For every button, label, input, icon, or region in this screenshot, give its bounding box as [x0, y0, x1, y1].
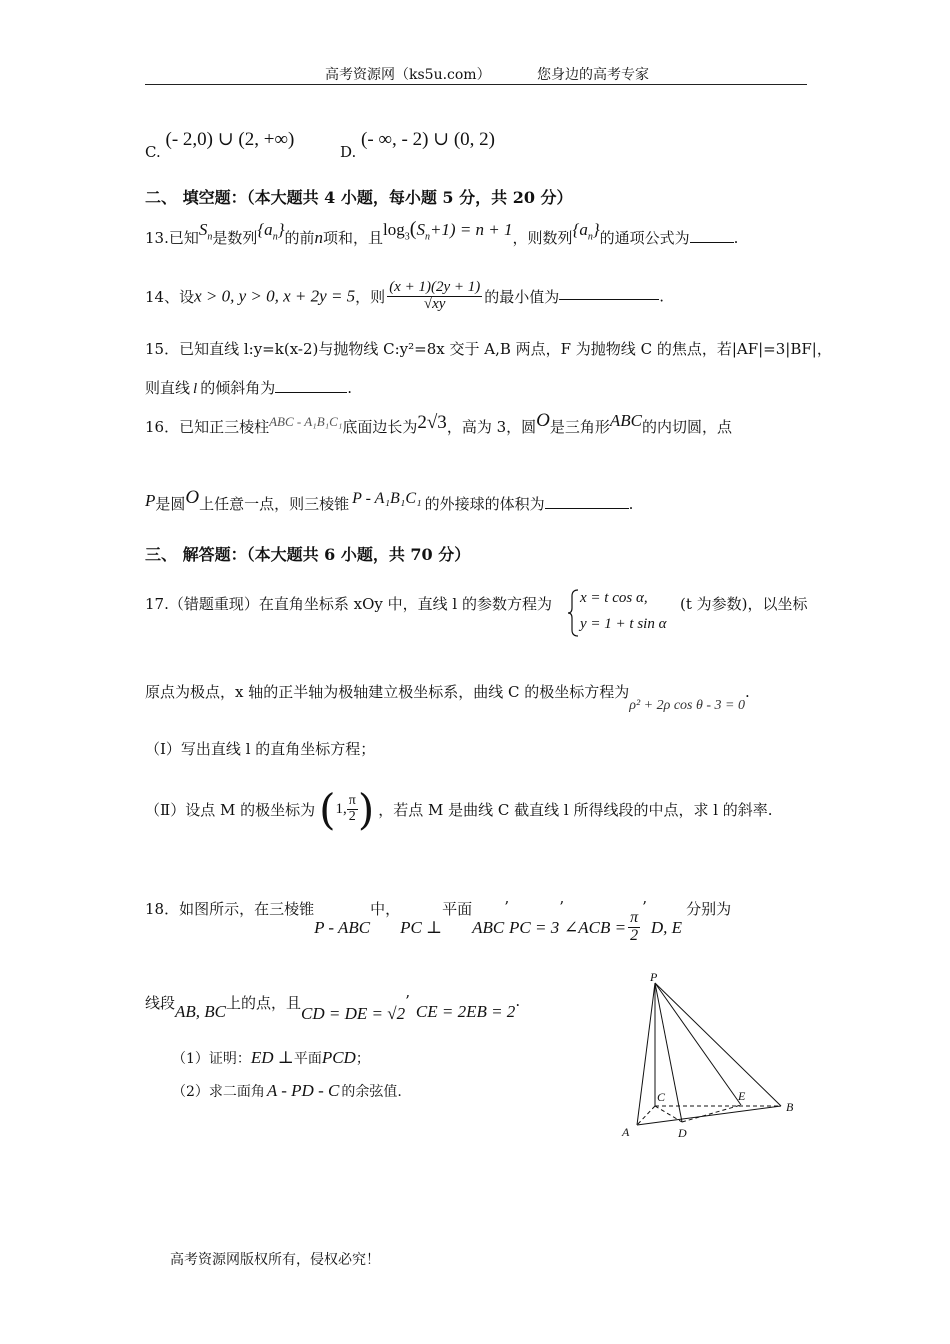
q14-fraction: $\frac{(x + 1)(2y + 1)}{√xy}$: [389, 279, 481, 312]
q14-text-3: 的最小值为: [484, 287, 560, 306]
q12-option-d: [340, 128, 495, 161]
q16-side: 2√3: [417, 412, 447, 433]
q14-text-1: 14、设: [145, 287, 195, 306]
q17-eq-2: y = 1 + t sin α: [580, 616, 667, 632]
edge-ca: [637, 1106, 655, 1125]
option-c-expr: (- 2,0) ∪ (2, +∞): [165, 129, 295, 150]
q18-pc-perp: PC ⊥: [400, 918, 443, 938]
q18-pabc: P - ABC: [314, 918, 371, 938]
q13-sn: $S_n$: [198, 220, 213, 243]
section2-title: 二、 填空题：（本大题共 4 小题，每小题 5 分，共 20 分）: [145, 188, 573, 207]
q13-answer-blank[interactable]: [690, 241, 734, 243]
q15-line-1: 15．已知直线 l:y=k(x-2)与抛物线 C:y²=8x 交于 A,B 两点，F 为抛物线 C 的焦点，若|AF|=3|BF|，: [145, 340, 832, 358]
edge-pb: [655, 983, 781, 1106]
q17-line-2: 原点为极点，x 轴的正半轴为极轴建立极坐标系，曲线 C 的极坐标方程为ρ² + 2ρ cos θ - 3 = 0.: [145, 683, 750, 713]
q16-line-1: 16．已知正三棱柱ABC - A₁B₁C₁底面边长为2√3，高为 3，圆O是三角形ABC的内切圆，点: [145, 410, 732, 436]
q13: 13.已知$S_n$是数列$\{a_n\}$的前n项和，且$\log_3(S_n+1) = n + 1$，则数列$\{a_n\}$的通项公式为 .: [145, 218, 739, 247]
page-footer: 高考资源网版权所有，侵权必究！: [170, 1252, 380, 1268]
q13-text-5: ，则数列: [512, 229, 573, 247]
q13-an-set: $\{a_n\}$: [257, 220, 285, 243]
label-p: P: [650, 970, 658, 984]
q18-line-2: 线段AB, BC上的点，且CD = DE = √2’CE = 2EB = 2.: [145, 992, 521, 1023]
q14: 14、设x > 0, y > 0, x + 2y = 5，则 $\frac{(x + 1)(2y + 1)}{√xy}$ 的最小值为 .: [145, 279, 665, 312]
q12-option-c: [145, 128, 295, 161]
q18-de: D, E: [650, 918, 683, 938]
q13-text-4: 项和，且: [323, 229, 384, 247]
q13-text-2: 是数列: [212, 229, 258, 247]
q18-abbc: AB, BC: [175, 1002, 227, 1021]
q18-part-1: （1）证明：ED ⊥平面PCD；: [172, 1048, 370, 1067]
q15-answer-blank[interactable]: [275, 391, 347, 393]
q17-polar-eq: ρ² + 2ρ cos θ - 3 = 0: [629, 698, 745, 713]
section3-title: 三、 解答题：（本大题共 6 小题，共 70 分）: [145, 545, 471, 564]
q14-answer-blank[interactable]: [559, 298, 659, 300]
label-b: B: [786, 1100, 794, 1114]
q13-text-6: 的通项公式为: [599, 229, 690, 247]
q16-line-2: P是圆O上任意一点，则三棱锥 P - A₁B₁C₁ 的外接球的体积为 .: [145, 487, 634, 513]
header-slogan: 您身边的高考专家: [537, 67, 650, 83]
label-e: E: [738, 1089, 746, 1103]
q16-p: P: [145, 491, 156, 510]
edge-pa: [637, 983, 655, 1125]
q17-polar-point: (1, $\frac{\pi}{2}$ ): [319, 785, 375, 834]
q17-part-2: （Ⅱ）设点 M 的极坐标为(1, $\frac{\pi}{2}$ ) ，若点 M 是曲线 C 截直线 l 所得线段的中点，求 l 的斜率.: [145, 785, 773, 834]
q13-text-3: 的前: [284, 229, 315, 247]
q16-prism: ABC - A₁B₁C₁: [269, 414, 343, 429]
q14-condition: x > 0, y > 0, x + 2y = 5: [194, 286, 356, 306]
q18-ceeb: CE = 2EB = 2: [415, 1002, 516, 1021]
q16-abc: ABC: [609, 411, 642, 430]
q17-part-1: （Ⅰ）写出直线 l 的直角坐标方程；: [145, 740, 376, 758]
label-c: C: [657, 1090, 666, 1104]
edge-pe: [655, 983, 741, 1105]
q18-pyramid-figure: [615, 970, 815, 1145]
q18-pc3: PC = 3: [509, 918, 560, 938]
q18-line-1: 18．如图所示，在三棱锥P - ABC中，PC ⊥平面ABC’PC = 3’∠ACB = $\frac{\pi}{2}$ ’D, E分别为: [145, 898, 732, 944]
q17-line-1-end: (t 为参数)，以坐标: [680, 595, 808, 613]
edge-de: [682, 1105, 741, 1122]
label-a: A: [622, 1125, 630, 1139]
q14-text-2: ，则: [355, 287, 386, 306]
q17-brace: [568, 588, 580, 638]
option-d-label: D.: [340, 143, 357, 161]
q18-part-2: （2）求二面角 A - PD - C 的余弦值.: [172, 1081, 402, 1100]
q18-pi-half: $\frac{\pi}{2}$: [630, 909, 639, 944]
header-divider: [145, 84, 807, 85]
q15-line-2: 则直线 l 的倾斜角为 .: [145, 379, 352, 397]
page-header: [325, 64, 649, 84]
q18-abc: ABC: [472, 918, 505, 938]
q16-pyramid: P - A₁B₁C₁: [352, 490, 422, 507]
q13-text-1: 13.已知: [145, 229, 199, 247]
q13-log-eq: $\log_3(S_n+1) = n + 1$: [383, 218, 513, 243]
q16-answer-blank[interactable]: [545, 507, 629, 509]
q17-line-1: 17.（错题重现）在直角坐标系 xOy 中，直线 l 的参数方程为: [145, 595, 552, 613]
q13-an-set-2: $\{a_n\}$: [572, 220, 600, 243]
edge-ab: [637, 1106, 781, 1125]
header-site: 高考资源网（ks5u.com）: [325, 67, 491, 83]
label-d: D: [678, 1126, 687, 1140]
q17-eq-1: x = t cos α,: [580, 590, 648, 606]
option-c-label: C.: [145, 143, 161, 161]
q16-o: O: [536, 410, 550, 431]
q13-n: n: [314, 228, 324, 247]
q18-cdde: CD = DE = √2: [301, 1004, 406, 1023]
q18-angle: ∠ACB =: [564, 918, 627, 938]
option-d-expr: (- ∞, - 2) ∪ (0, 2): [361, 129, 495, 150]
